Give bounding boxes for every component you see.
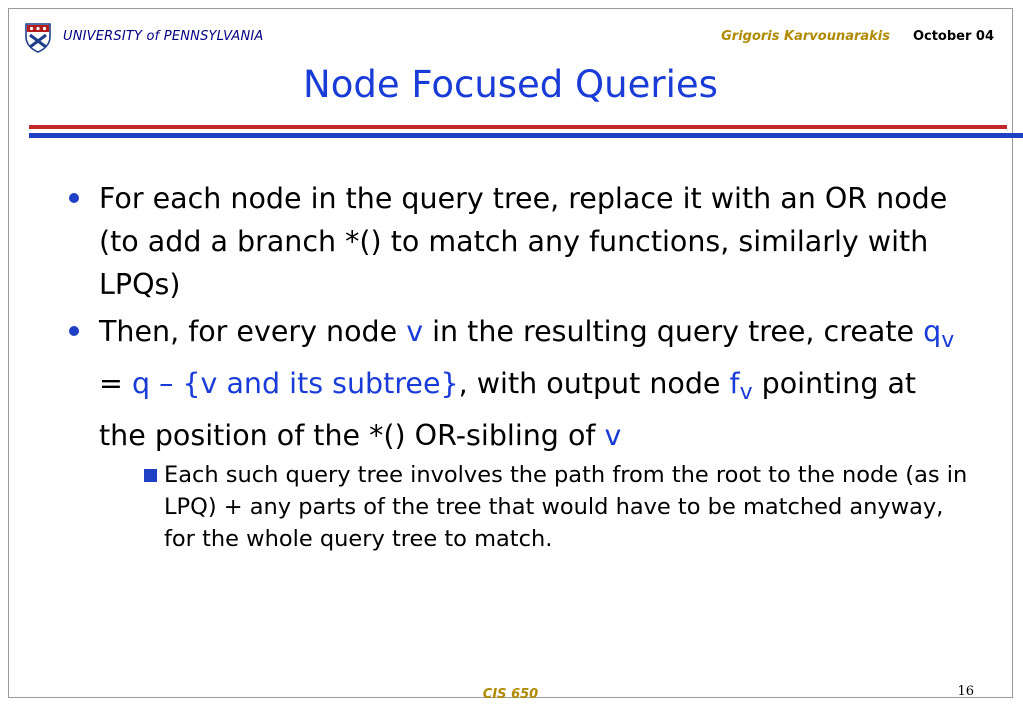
var-v: v (604, 419, 622, 452)
bullet-dot-icon (69, 193, 79, 203)
author-name: Grigoris Karvounarakis (721, 29, 890, 44)
slide-body (69, 177, 969, 559)
sub-bullet-text: Each such query tree involves the path from the root to the node (as in LPQ) + any parts of the tree that would have to be matched anyway, for the whole query tree to match. (164, 462, 968, 552)
bullet-item (69, 310, 969, 555)
bullet-dot-icon (69, 326, 79, 336)
var-q: q (923, 315, 942, 348)
var-v: v (406, 315, 424, 348)
bullet-text-part: in the resulting query tree, create (423, 315, 924, 348)
bullet-item (69, 177, 969, 306)
var-f-subscript: v (739, 380, 753, 405)
page-number: 16 (957, 684, 974, 699)
university-name: UNIVERSITY of PENNSYLVANIA (63, 29, 264, 44)
expression: q – {v and its subtree} (131, 367, 459, 400)
var-q-subscript: v (941, 328, 955, 353)
sub-bullet-item (144, 459, 969, 555)
header-divider-red (29, 125, 1007, 129)
course-label: CIS 650 (482, 687, 539, 702)
var-f: f (729, 367, 740, 400)
header-divider-blue (29, 133, 1023, 138)
bullet-text-part: pointing at the position of the *() OR-sibling of (99, 367, 917, 452)
presentation-date: October 04 (912, 29, 994, 44)
slide (8, 8, 1013, 702)
bullet-text-part: Then, for every node (99, 315, 407, 348)
equals-sign: = (99, 367, 132, 400)
slide-title: Node Focused Queries (303, 63, 718, 106)
bullet-text: For each node in the query tree, replace it with an OR node (to add a branch *() to match any functions, similarly with LPQs) (99, 182, 948, 301)
bullet-text-part: , with output node (458, 367, 730, 400)
penn-shield-icon (25, 23, 51, 53)
square-bullet-icon (144, 469, 157, 482)
